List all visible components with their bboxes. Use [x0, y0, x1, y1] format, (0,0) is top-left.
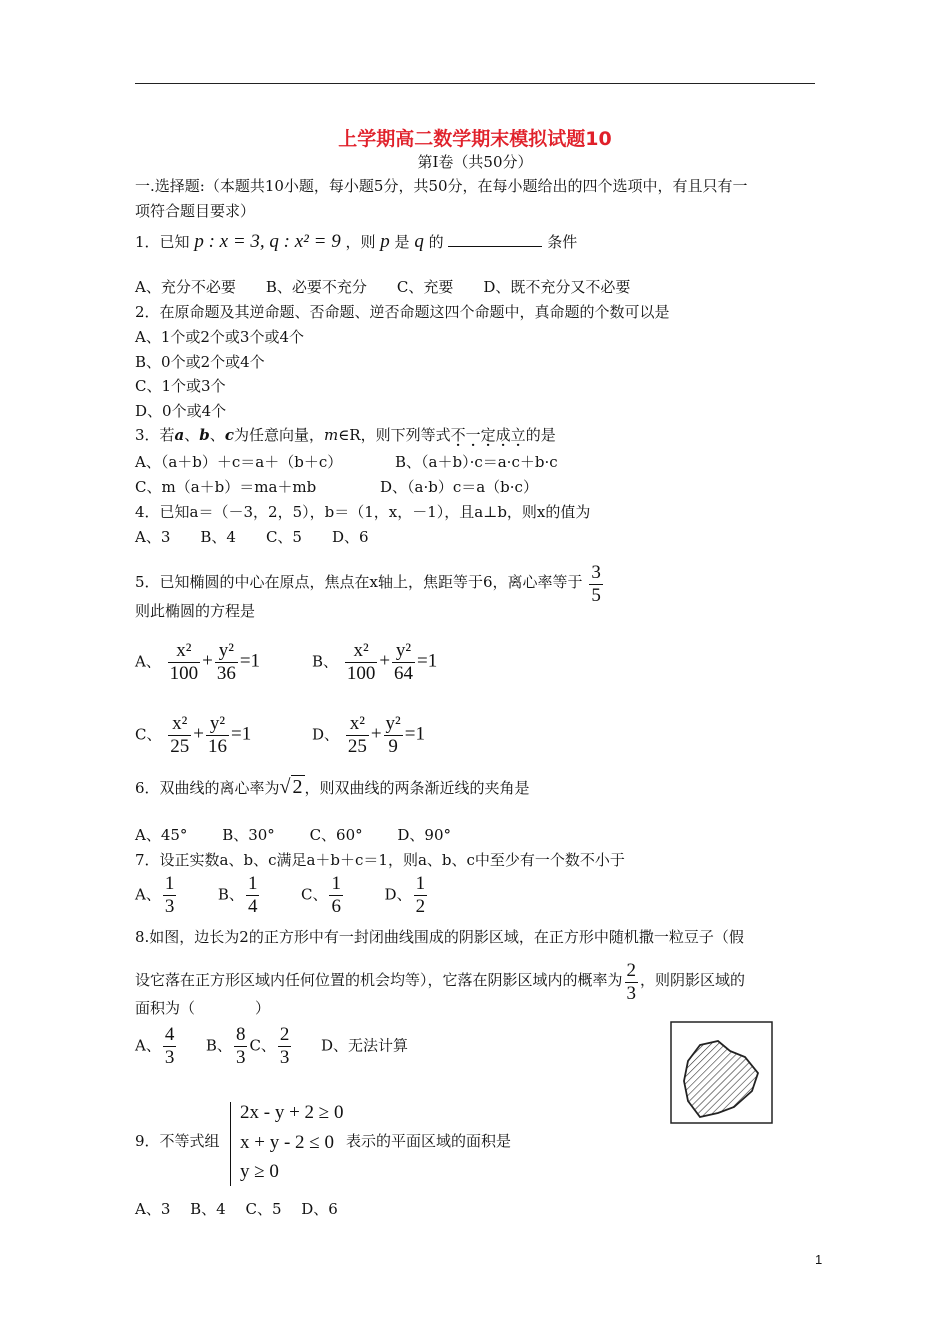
q5-stem2: 则此椭圆的方程是 [135, 602, 256, 620]
q2-option-b: B、0个或2个或4个 [135, 353, 265, 371]
q5-option-a: A、 $\frac{\text{x²}}{100}$ + $\frac{\text{y²}}{36}$ =1 [135, 640, 261, 684]
q5-option-c: C、 $\frac{\text{x²}}{25}$ + $\frac{\text{y²}}{16}$ =1 [135, 713, 252, 757]
q7-options: A、 $\frac{1}{3}$ B、 $\frac{1}{4}$ C、 $\frac{1}{6}$ D、 $\frac{1}{2}$ [135, 873, 426, 917]
q8-line2: 设它落在正方形区域内任何位置的机会均等），它落在阴影区域内的概率为 $\frac{2}{3}$ ，则阴影区域的 [135, 960, 746, 1004]
q8-options: A、 $\frac{4}{3}$ B、 $\frac{8}{3}$ C、 $\frac{2}{3}$ D、无法计算 [135, 1024, 409, 1068]
q8-square-figure [670, 1021, 774, 1125]
q4-stem: 4．已知a＝（－3，2，5），b＝（1，x，－1），且a⊥b，则x的值为 [135, 503, 591, 521]
q6-sqrt: √ 2 [279, 776, 303, 798]
q5-option-d: D、 $\frac{\text{x²}}{25}$ + $\frac{\text{y²}}{9}$ =1 [312, 713, 425, 757]
q1-options: A、充分不必要 B、必要不充分 C、充要 D、既不充分又不必要 [135, 278, 631, 296]
q3-option-c: C、m（a＋b）＝ma＋mb [135, 478, 317, 496]
section-instructions-line2: 项符合题目要求） [135, 202, 256, 220]
q9-stem2: 表示的平面区域的面积是 [346, 1132, 512, 1150]
q9-ineq-3: y ≥ 0 [240, 1161, 279, 1182]
q5-stem: 5．已知椭圆的中心在原点，焦点在x轴上，焦距等于6，离心率等于 $\frac{3}{5}$ [135, 562, 601, 606]
q3-option-b: B、（a＋b）·c＝a·c＋b·c [395, 453, 558, 471]
q5-option-b: B、 $\frac{\text{x²}}{100}$ + $\frac{\text{y²}}{64}$ =1 [312, 640, 438, 684]
q1-math: p : x = 3, q : x² = 9 [194, 231, 341, 252]
q9-stem1: 9．不等式组 [135, 1132, 220, 1150]
q4-options: A、3 B、4 C、5 D、6 [135, 528, 369, 546]
page-title: 上学期高二数学期末模拟试题10 [338, 128, 612, 150]
q1-stem: 1．已知 p : x = 3, q : x² = 9 ，则 p 是 q 的 条件 [135, 231, 578, 252]
top-rule [135, 83, 815, 84]
q8-line1: 8.如图，边长为2的正方形中有一封闭曲线围成的阴影区域，在正方形中随机撒一粒豆子（假 [135, 928, 744, 946]
page-number: 1 [815, 1252, 823, 1267]
q8-line3: 面积为（ ） [135, 999, 271, 1017]
page-subtitle: 第Ⅰ卷（共50分） [417, 153, 533, 171]
q9-ineq-1: 2x - y + 2 ≥ 0 [240, 1102, 344, 1123]
q3-stem: 3．若a、b、c为任意向量，m∈R，则下列等式不一定成立的是 [135, 426, 556, 444]
q2-stem: 2．在原命题及其逆命题、否命题、逆否命题这四个命题中，真命题的个数可以是 [135, 303, 670, 321]
q2-option-c: C、1个或3个 [135, 377, 226, 395]
q5-eccentricity-fraction: $\frac{3}{5}$ [591, 562, 601, 606]
q2-option-a: A、1个或2个或3个或4个 [135, 328, 305, 346]
q2-option-d: D、0个或4个 [135, 402, 227, 420]
q9-ineq-2: x + y - 2 ≤ 0 [240, 1132, 334, 1153]
q1-answer-blank[interactable] [448, 232, 542, 247]
q3-option-a: A、（a＋b）＋c＝a＋（b＋c） [135, 453, 343, 471]
q6-options: A、45° B、30° C、60° D、90° [135, 826, 452, 844]
q7-stem: 7．设正实数a、b、c满足a＋b＋c＝1，则a、b、c中至少有一个数不小于 [135, 851, 625, 869]
section-instructions-line1: 一.选择题:（本题共10小题，每小题5分，共50分，在每小题给出的四个选项中，有且只有一 [135, 177, 748, 195]
q9-options: A、3 B、4 C、5 D、6 [135, 1200, 338, 1218]
q3-option-d: D、（a·b）c＝a（b·c） [380, 478, 538, 496]
q6-stem: 6．双曲线的离心率为√ 2 ，则双曲线的两条渐近线的夹角是 [135, 776, 530, 798]
